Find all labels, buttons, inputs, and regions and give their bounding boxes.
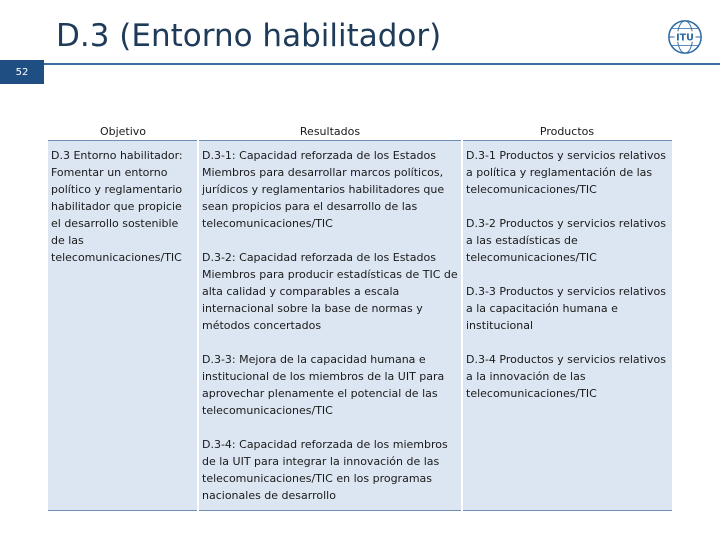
resultado-item: D.3-2: Capacidad reforzada de los Estados Miembros para producir estadísticas de TIC de alta calidad y comparables a escala internacional sobre la base de normas y métodos concertados — [202, 251, 458, 332]
producto-item: D.3-4 Productos y servicios relativos a la innovación de las telecomunicaciones/TIC — [466, 353, 666, 400]
resultado-item: D.3-4: Capacidad reforzada de los miembros de la UIT para integrar la innovación de las telecomunicaciones/TIC en los programas nacionales de desarrollo — [202, 438, 448, 502]
producto-item: D.3-3 Productos y servicios relativos a la capacitación humana e institucional — [466, 285, 666, 332]
objetivo-cell — [48, 141, 198, 511]
itu-globe-logo-icon — [666, 18, 704, 56]
objetivo-text: D.3 Entorno habilitador: Fomentar un entorno político y reglamentario habilitador que propicie el desarrollo sostenible de las telecomunicaciones/TIC — [51, 149, 183, 264]
table-header-row — [48, 120, 672, 141]
resultados-cell — [198, 141, 462, 511]
page-number-badge: 52 — [0, 60, 44, 84]
resultado-item: D.3-3: Mejora de la capacidad humana e institucional de los miembros de la UIT para aprovechar plenamente el potencial de las telecomunicaciones/TIC — [202, 353, 445, 417]
table-row — [48, 141, 672, 511]
resultado-item: D.3-1: Capacidad reforzada de los Estados Miembros para desarrollar marcos políticos, jurídicos y reglamentarios habilitadores que sean propicios para el desarrollo de las telecomunicaciones/TIC — [202, 149, 445, 230]
header-productos: Productos — [462, 120, 672, 141]
header-objetivo: Objetivo — [48, 120, 198, 141]
producto-item: D.3-1 Productos y servicios relativos a política y reglamentación de las telecomunicaciones/TIC — [466, 149, 666, 196]
logo-text: ITU — [676, 32, 694, 44]
objectives-table — [48, 120, 672, 511]
producto-item: D.3-2 Productos y servicios relativos a las estadísticas de telecomunicaciones/TIC — [466, 217, 666, 264]
productos-cell — [462, 141, 672, 511]
page-title: D.3 (Entorno habilitador) — [56, 18, 442, 54]
header-rule — [0, 63, 720, 65]
header-resultados: Resultados — [198, 120, 462, 141]
